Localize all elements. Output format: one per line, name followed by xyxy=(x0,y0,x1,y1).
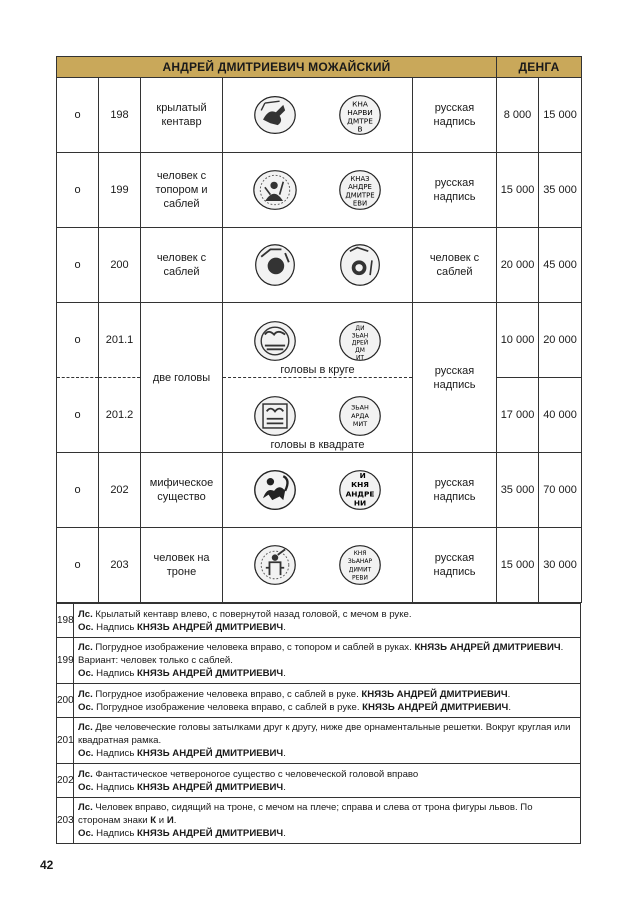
table-row xyxy=(57,153,582,228)
coin-images xyxy=(223,378,413,453)
description-number: 203 xyxy=(57,798,74,844)
coin-inscription: КНЯ xyxy=(353,549,367,557)
obverse-cell: мифическое существо xyxy=(141,453,223,528)
coin-inscription: ЕВИ xyxy=(352,199,367,208)
grade-cell: о xyxy=(57,378,99,453)
grade-cell: о xyxy=(57,453,99,528)
number-cell: 199 xyxy=(99,153,141,228)
reverse-cell: русская надпись xyxy=(413,78,497,153)
caption-heads-in-square: головы в квадрате xyxy=(270,439,365,451)
reverse-cell: русская надпись xyxy=(413,153,497,228)
description-number: 198 xyxy=(57,604,74,638)
grade-cell: о xyxy=(57,153,99,228)
number-cell: 202 xyxy=(99,453,141,528)
price-high: 70 000 xyxy=(539,453,582,528)
caption-heads-in-circle: головы в круге xyxy=(280,364,355,376)
price-low: 15 000 xyxy=(497,153,539,228)
reverse-cell: русская надпись xyxy=(413,453,497,528)
description-row xyxy=(57,798,581,844)
description-text: Лс. Две человеческие головы затылками друг к другу, ниже две орнаментальные решетки. Вокруг круглая или квадратная рамка. Ос. Надпись КНЯЗЬ АНДРЕЙ ДМИТРИЕВИЧ. xyxy=(74,718,581,764)
number-cell: 201.1 xyxy=(99,303,141,378)
coin-reverse-image xyxy=(337,92,383,138)
coin-inscription: НАРВИ xyxy=(346,108,373,117)
obverse-cell: человек с саблей xyxy=(141,228,223,303)
description-row xyxy=(57,764,581,798)
table-row xyxy=(57,378,582,453)
coin-inscription: АРДА xyxy=(350,411,369,420)
coin-images xyxy=(223,153,413,228)
description-text: Лс. Погрудное изображение человека вправо, с саблей в руке. КНЯЗЬ АНДРЕЙ ДМИТРИЕВИЧ. Ос. Погрудное изображение человека вправо, с саблей в руке. КНЯЗЬ АНДРЕЙ ДМИТРИЕВИЧ. xyxy=(74,684,581,718)
grade-cell: о xyxy=(57,528,99,603)
coin-inscription: ДМИТРЕ xyxy=(345,191,375,200)
table-row xyxy=(57,453,582,528)
coin-inscription: НИ xyxy=(353,498,366,508)
coin-inscription: ДМ xyxy=(354,347,365,355)
coin-obverse-image xyxy=(252,542,298,588)
table-row xyxy=(57,528,582,603)
obverse-cell: крылатый кентавр xyxy=(141,78,223,153)
coin-reverse-image xyxy=(337,167,383,213)
coin-obverse-image xyxy=(252,242,298,288)
coin-obverse-image xyxy=(252,393,298,439)
price-high: 40 000 xyxy=(539,378,582,453)
coin-catalog-table xyxy=(56,56,582,603)
table-row xyxy=(57,78,582,153)
obverse-cell: человек на троне xyxy=(141,528,223,603)
number-cell: 200 xyxy=(99,228,141,303)
coin-images xyxy=(223,303,413,378)
price-low: 17 000 xyxy=(497,378,539,453)
denomination-title: ДЕНГА xyxy=(497,57,582,78)
description-text: Лс. Крылатый кентавр влево, с повернутой назад головой, с мечом в руке. Ос. Надпись КНЯЗЬ АНДРЕЙ ДМИТРИЕВИЧ. xyxy=(74,604,581,638)
coin-inscription: РЕВИ xyxy=(351,574,368,582)
coin-obverse-image xyxy=(252,467,298,513)
description-row xyxy=(57,604,581,638)
table-header-row xyxy=(57,57,582,78)
table-row xyxy=(57,303,582,378)
number-cell: 198 xyxy=(99,78,141,153)
coin-inscription: ИТ xyxy=(355,354,364,362)
price-high: 35 000 xyxy=(539,153,582,228)
reverse-cell: человек с саблей xyxy=(413,228,497,303)
price-high: 20 000 xyxy=(539,303,582,378)
description-number: 201 xyxy=(57,718,74,764)
page-number: 42 xyxy=(40,858,54,872)
reverse-cell: русская надпись xyxy=(413,528,497,603)
grade-cell: о xyxy=(57,78,99,153)
description-text: Лс. Фантастическое четвероногое существо с человеческой головой вправо Ос. Надпись КНЯЗЬ АНДРЕЙ ДМИТРИЕВИЧ. xyxy=(74,764,581,798)
table-row xyxy=(57,228,582,303)
price-low: 15 000 xyxy=(497,528,539,603)
coin-inscription: АНДРЕ xyxy=(347,183,372,192)
description-row xyxy=(57,684,581,718)
description-number: 200 xyxy=(57,684,74,718)
number-cell: 203 xyxy=(99,528,141,603)
coin-inscription: ДИМИТ xyxy=(348,566,371,574)
coin-inscription: МИТ xyxy=(352,420,367,429)
obverse-cell: две головы xyxy=(141,303,223,453)
coin-images xyxy=(223,528,413,603)
coin-inscription: ДРЕЙ xyxy=(351,339,368,347)
price-high: 45 000 xyxy=(539,228,582,303)
number-cell: 201.2 xyxy=(99,378,141,453)
coin-inscription: КНЯ xyxy=(350,480,369,490)
grade-cell: о xyxy=(57,303,99,378)
grade-cell: о xyxy=(57,228,99,303)
coin-inscription: ЗЬАН xyxy=(351,332,368,340)
price-low: 10 000 xyxy=(497,303,539,378)
coin-inscription: ДИ xyxy=(355,324,365,332)
coin-reverse-image xyxy=(337,393,383,439)
description-number: 199 xyxy=(57,638,74,684)
coin-images xyxy=(223,78,413,153)
coin-inscription: И xyxy=(359,471,366,481)
description-row xyxy=(57,638,581,684)
description-text: Лс. Человек вправо, сидящий на троне, с мечом на плече; справа и слева от трона фигуры львов. По сторонам знаки К и И. Ос. Надпись КНЯЗЬ АНДРЕЙ ДМИТРИЕВИЧ. xyxy=(74,798,581,844)
coin-reverse-image xyxy=(337,318,383,364)
description-number: 202 xyxy=(57,764,74,798)
coin-inscription: ЗЬАН xyxy=(350,403,369,412)
reverse-cell: русская надпись xyxy=(413,303,497,453)
coin-inscription: В xyxy=(357,124,363,134)
price-low: 35 000 xyxy=(497,453,539,528)
coin-images xyxy=(223,228,413,303)
description-table xyxy=(56,603,581,844)
coin-inscription: КНА xyxy=(351,99,368,109)
description-text: Лс. Погрудное изображение человека вправо, с топором и саблей в руках. КНЯЗЬ АНДРЕЙ ДМИТРИЕВИЧ. Вариант: человек только с саблей. Ос. Надпись КНЯЗЬ АНДРЕЙ ДМИТРИЕВИЧ. xyxy=(74,638,581,684)
coin-obverse-image xyxy=(252,92,298,138)
price-low: 8 000 xyxy=(497,78,539,153)
coin-obverse-image xyxy=(252,167,298,213)
coin-images xyxy=(223,453,413,528)
coin-reverse-image xyxy=(337,467,383,513)
price-high: 15 000 xyxy=(539,78,582,153)
description-row xyxy=(57,718,581,764)
coin-inscription: ЗЬАНАР xyxy=(347,558,372,566)
coin-inscription: КНАЗ xyxy=(350,174,370,183)
coin-obverse-image xyxy=(252,318,298,364)
price-high: 30 000 xyxy=(539,528,582,603)
coin-inscription: ДМТРЕ xyxy=(346,116,373,126)
coin-reverse-image xyxy=(337,542,383,588)
coin-inscription: АНДРЕ xyxy=(345,489,375,499)
obverse-cell: человек с топором и саблей xyxy=(141,153,223,228)
price-low: 20 000 xyxy=(497,228,539,303)
coin-reverse-image xyxy=(337,242,383,288)
ruler-title: АНДРЕЙ ДМИТРИЕВИЧ МОЖАЙСКИЙ xyxy=(57,57,497,78)
